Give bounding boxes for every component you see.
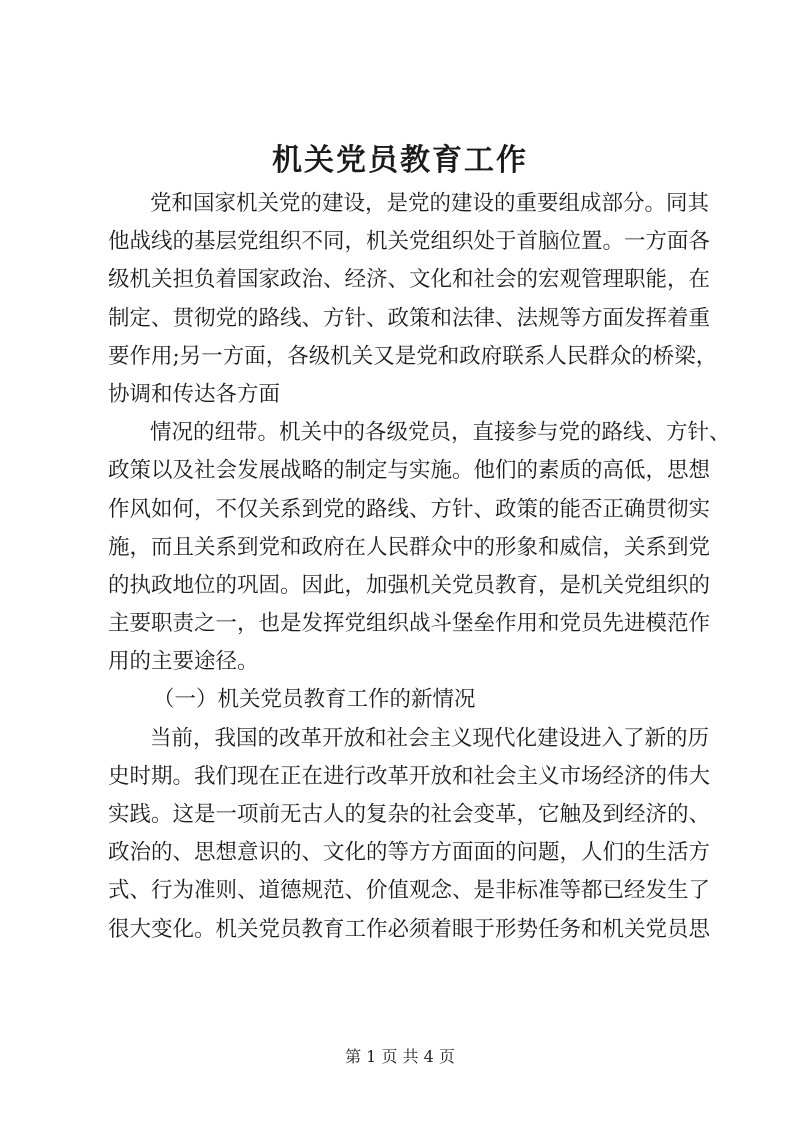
paragraph-line: 要作用;另一方面，各级机关又是党和政府联系人民群众的桥梁， <box>108 343 718 369</box>
paragraph-line: 他战线的基层党组织不同，机关党组织处于首脑位置。一方面各 <box>108 229 711 255</box>
document-title: 机关党员教育工作 <box>272 143 528 178</box>
paragraph-line: 制定、贯彻党的路线、方针、政策和法律、法规等方面发挥着重 <box>108 305 711 331</box>
paragraph-line: 党和国家机关党的建设，是党的建设的重要组成部分。同其 <box>150 191 710 216</box>
paragraph-line: 当前，我国的改革开放和社会主义现代化建设进入了新的历 <box>150 725 710 751</box>
paragraph-line: 作风如何，不仅关系到党的路线、方针、政策的能否正确贯彻实 <box>108 496 711 522</box>
paragraph-line: 施，而且关系到党和政府在人民群众中的形象和威信，关系到党 <box>108 534 711 560</box>
document-body <box>108 185 731 949</box>
paragraph-line: 协调和传达各方面 <box>108 381 281 407</box>
paragraph-line: 式、行为准则、道德规范、价值观念、是非标准等都已经发生了 <box>108 878 711 904</box>
section-heading: （一）机关党员教育工作的新情况 <box>153 687 476 713</box>
paragraph-line: 实践。这是一项前无古人的复杂的社会变革，它触及到经济的、 <box>108 802 711 827</box>
paragraph-line: 史时期。我们现在正在进行改革开放和社会主义市场经济的伟大 <box>108 763 711 789</box>
paragraph-line: 主要职责之一，也是发挥党组织战斗堡垒作用和党员先进模范作 <box>108 611 711 637</box>
paragraph-line: 级机关担负着国家政治、经济、文化和社会的宏观管理职能，在 <box>108 267 711 293</box>
paragraph-line: 政治的、思想意识的、文化的等方方面面的问题，人们的生活方 <box>108 840 711 866</box>
paragraph-line: 的执政地位的巩固。因此，加强机关党员教育，是机关党组织的 <box>108 572 711 598</box>
paragraph-line: 政策以及社会发展战略的制定与实施。他们的素质的高低，思想 <box>108 458 711 484</box>
paragraph-line: 用的主要途径。 <box>108 649 259 675</box>
paragraph-line: 很大变化。机关党员教育工作必须着眼于形势任务和机关党员思 <box>108 916 711 942</box>
paragraph-line: 情况的纽带。机关中的各级党员，直接参与党的路线、方针、 <box>150 420 731 446</box>
page-number-footer: 第 1 页 共 4 页 <box>345 1047 455 1066</box>
